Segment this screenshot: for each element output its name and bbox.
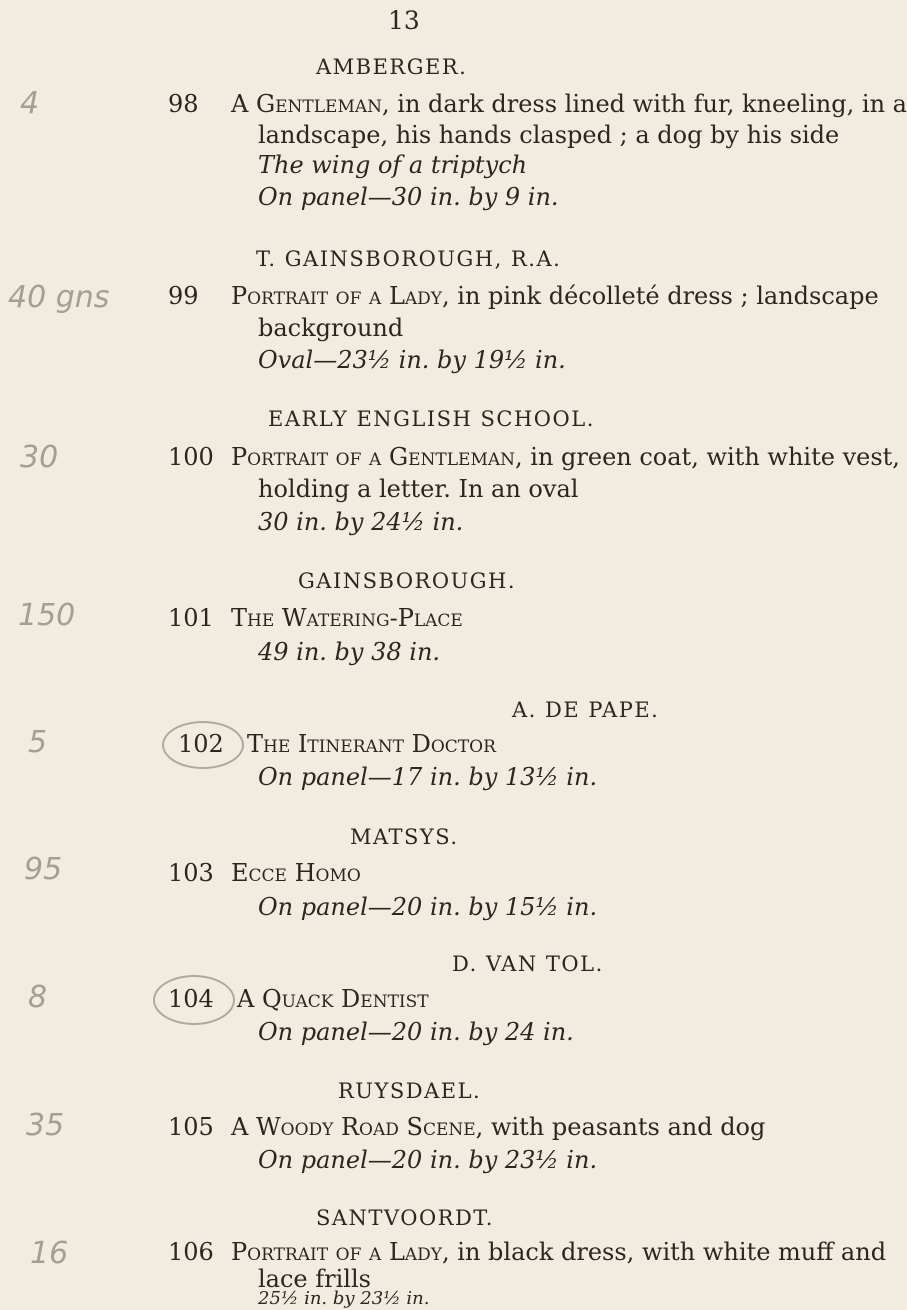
lot-dimensions: Oval—23½ in. by 19½ in. bbox=[258, 346, 566, 374]
lot-dimensions: 49 in. by 38 in. bbox=[258, 638, 441, 666]
lot-detail-line: background bbox=[258, 314, 404, 342]
lot-dimensions: On panel—20 in. by 15½ in. bbox=[258, 893, 598, 921]
lot-detail: in pink décolleté dress ; landscape bbox=[449, 282, 879, 310]
artist-heading: RUYSDAEL. bbox=[338, 1079, 482, 1103]
lot-dimensions: On panel—30 in. by 9 in. bbox=[258, 183, 559, 211]
lot-number: 102 bbox=[178, 730, 224, 758]
lot-number: 101 bbox=[168, 604, 214, 632]
lot-note: The wing of a triptych bbox=[258, 151, 528, 179]
lot-detail-line: holding a letter. In an oval bbox=[258, 475, 579, 503]
lot-dimensions: On panel—20 in. by 24 in. bbox=[258, 1018, 574, 1046]
artist-heading: D. VAN TOL. bbox=[452, 952, 604, 976]
lot-number: 98 bbox=[168, 90, 199, 118]
lot-description bbox=[231, 604, 463, 632]
margin-note: 8 bbox=[28, 980, 48, 1015]
margin-note: 40 gns bbox=[8, 280, 110, 315]
lot-description bbox=[231, 859, 361, 887]
lot-dimensions: 25½ in. by 23½ in. bbox=[258, 1288, 430, 1309]
lot-number: 104 bbox=[168, 985, 214, 1013]
lot-title: Portrait of a Lady, bbox=[231, 282, 450, 310]
margin-note: 4 bbox=[20, 86, 40, 121]
lot-dimensions: On panel—20 in. by 23½ in. bbox=[258, 1146, 598, 1174]
artist-heading: T. GAINSBOROUGH, R.A. bbox=[256, 247, 562, 271]
artist-heading: A. DE PAPE. bbox=[512, 698, 660, 722]
lot-description bbox=[247, 730, 496, 758]
lot-title: The Itinerant Doctor bbox=[247, 730, 496, 758]
lot-number: 103 bbox=[168, 859, 214, 887]
artist-heading: SANTVOORDT. bbox=[316, 1206, 494, 1230]
lot-title: A Quack Dentist bbox=[237, 985, 429, 1013]
lot-description bbox=[231, 1113, 765, 1141]
lot-description bbox=[231, 90, 907, 118]
lot-description bbox=[231, 282, 879, 310]
lot-detail: with peasants and dog bbox=[483, 1113, 766, 1141]
artist-heading: EARLY ENGLISH SCHOOL. bbox=[268, 407, 595, 431]
lot-number: 99 bbox=[168, 282, 199, 310]
lot-title: The Watering-Place bbox=[231, 604, 463, 632]
artist-heading: AMBERGER. bbox=[316, 55, 468, 79]
margin-note: 150 bbox=[18, 598, 76, 633]
lot-detail: in black dress, with white muff and bbox=[449, 1238, 887, 1266]
page-number: 13 bbox=[388, 6, 420, 35]
lot-number: 106 bbox=[168, 1238, 214, 1266]
lot-description bbox=[231, 1238, 886, 1266]
lot-detail-line: landscape, his hands clasped ; a dog by his side bbox=[258, 121, 840, 149]
lot-title: Ecce Homo bbox=[231, 859, 361, 887]
artist-heading: MATSYS. bbox=[350, 825, 459, 849]
margin-note: 5 bbox=[28, 725, 48, 760]
lot-dimensions: 30 in. by 24½ in. bbox=[258, 508, 464, 536]
margin-note: 35 bbox=[26, 1108, 65, 1143]
lot-title: A Woody Road Scene, bbox=[231, 1113, 484, 1141]
artist-heading: GAINSBOROUGH. bbox=[298, 569, 517, 593]
lot-title: Portrait of a Lady, bbox=[231, 1238, 450, 1266]
lot-number: 100 bbox=[168, 443, 214, 471]
lot-description bbox=[237, 985, 429, 1013]
lot-title: A Gentleman, bbox=[231, 90, 390, 118]
margin-note: 30 bbox=[20, 440, 59, 475]
lot-detail: in green coat, with white vest, bbox=[522, 443, 900, 471]
lot-dimensions: On panel—17 in. by 13½ in. bbox=[258, 763, 598, 791]
lot-title: Portrait of a Gentleman, bbox=[231, 443, 523, 471]
lot-detail: in dark dress lined with fur, kneeling, in a bbox=[389, 90, 907, 118]
margin-note: 16 bbox=[30, 1236, 69, 1271]
lot-description bbox=[231, 443, 900, 471]
lot-detail-line: lace frills bbox=[258, 1265, 371, 1293]
margin-note: 95 bbox=[24, 852, 63, 887]
lot-number: 105 bbox=[168, 1113, 214, 1141]
